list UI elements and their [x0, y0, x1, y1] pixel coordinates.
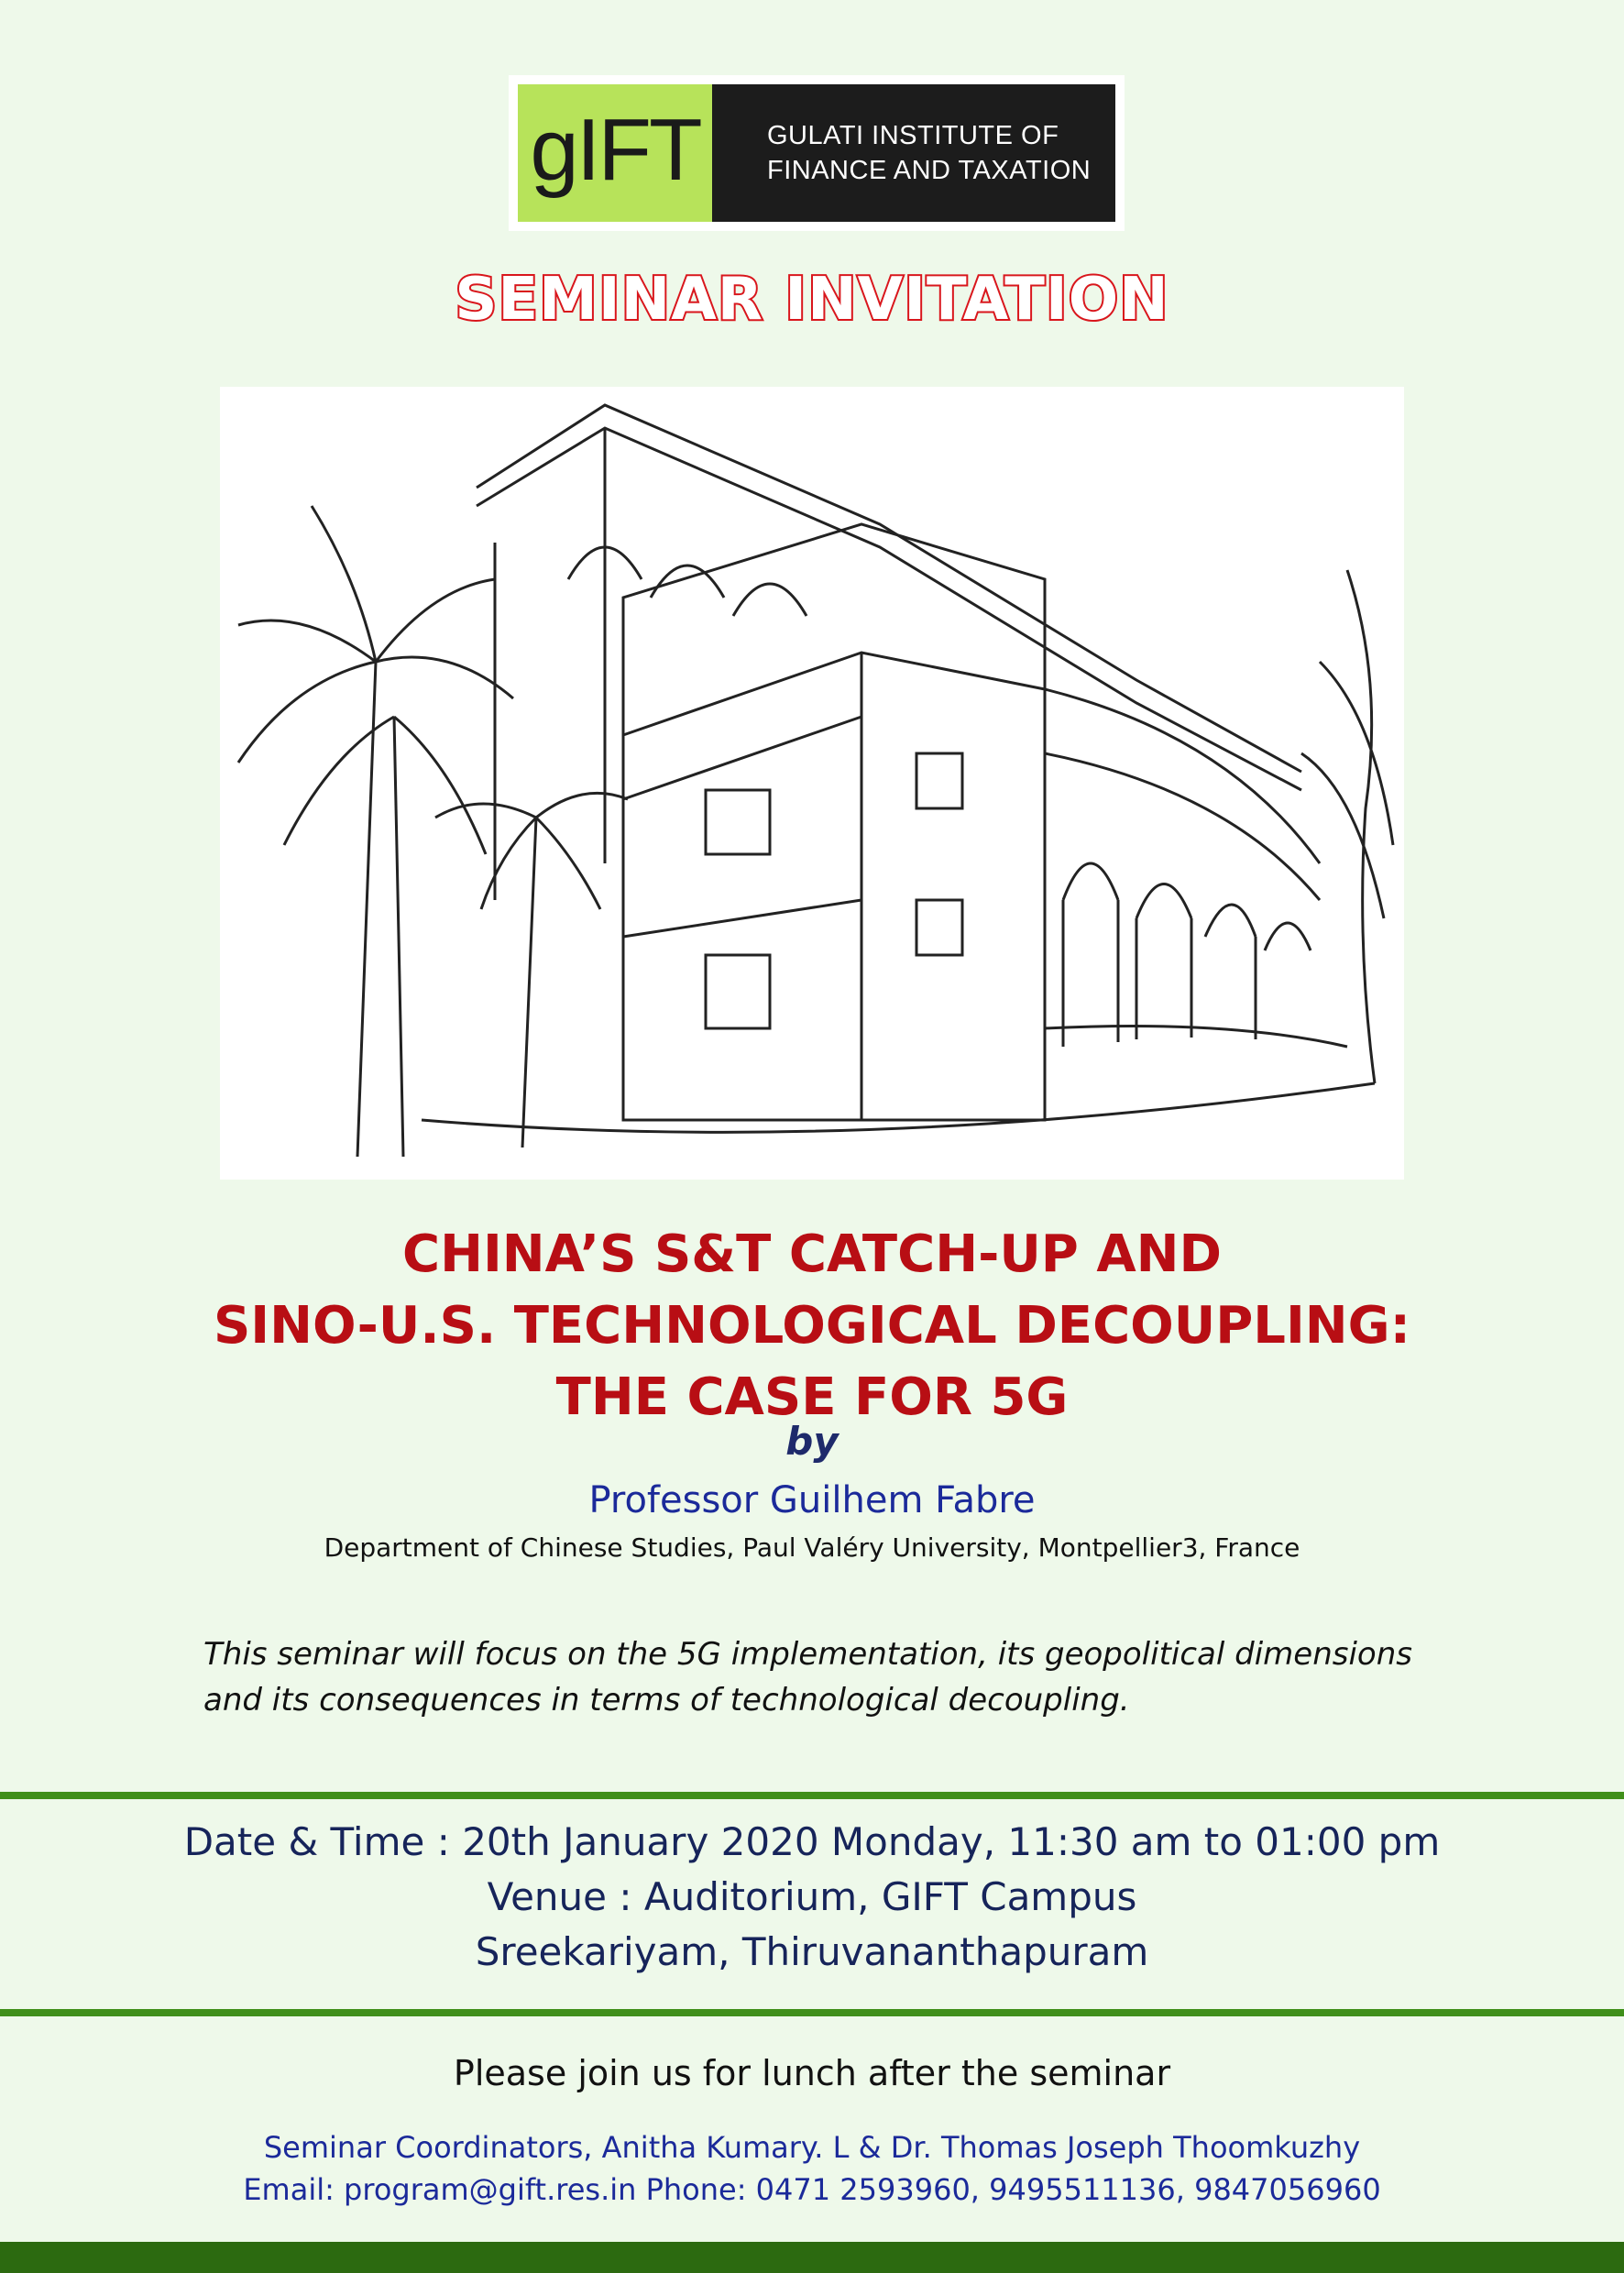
- seminar-abstract: [203, 1631, 1505, 1723]
- title-line-3: THE CASE FOR 5G: [555, 1367, 1069, 1427]
- seminar-heading: SEMINAR INVITATION: [455, 266, 1169, 334]
- logo-name: [712, 84, 1115, 222]
- coordinators: Seminar Coordinators, Anitha Kumary. L & Dr. Thomas Joseph Thoomkuzhy: [263, 2130, 1361, 2165]
- logo-name-line1: GULATI INSTITUTE OF: [767, 121, 1059, 150]
- lunch-note: Please join us for lunch after the seminar: [453, 2053, 1171, 2093]
- building-sketch-image: [220, 387, 1404, 1180]
- venue: Venue : Auditorium, GIFT Campus: [487, 1874, 1137, 1919]
- divider-bottom: [0, 2009, 1624, 2016]
- email-phone: Email: program@gift.res.in Phone: 0471 2593960, 9495511136, 9847056960: [243, 2172, 1381, 2207]
- logo-mark: gIFT: [518, 84, 712, 222]
- building-sketch-drawing: [220, 387, 1404, 1180]
- abstract-line-1: This seminar will focus on the 5G implementation, its geopolitical dimensions: [203, 1636, 1412, 1673]
- institute-logo: [509, 75, 1125, 231]
- title-line-1: CHINA’S S&T CATCH-UP AND: [401, 1224, 1223, 1284]
- contact-info: [0, 2126, 1624, 2211]
- location: Sreekariyam, Thiruvananthapuram: [475, 1929, 1149, 1974]
- seminar-title: [0, 1219, 1624, 1433]
- speaker-department: Department of Chinese Studies, Paul Valéry University, Montpellier3, France: [324, 1532, 1300, 1563]
- event-details: [0, 1815, 1624, 1980]
- abstract-line-2: and its consequences in terms of technological decoupling.: [203, 1682, 1130, 1718]
- footer-bar: [0, 2242, 1624, 2273]
- divider-top: [0, 1792, 1624, 1799]
- date-time: Date & Time : 20th January 2020 Monday, 11:30 am to 01:00 pm: [183, 1819, 1441, 1864]
- title-line-2: SINO-U.S. TECHNOLOGICAL DECOUPLING:: [213, 1296, 1411, 1356]
- speaker-name: Professor Guilhem Fabre: [588, 1479, 1036, 1521]
- logo-name-line2: FINANCE AND TAXATION: [767, 156, 1092, 185]
- by-label: by: [785, 1419, 839, 1464]
